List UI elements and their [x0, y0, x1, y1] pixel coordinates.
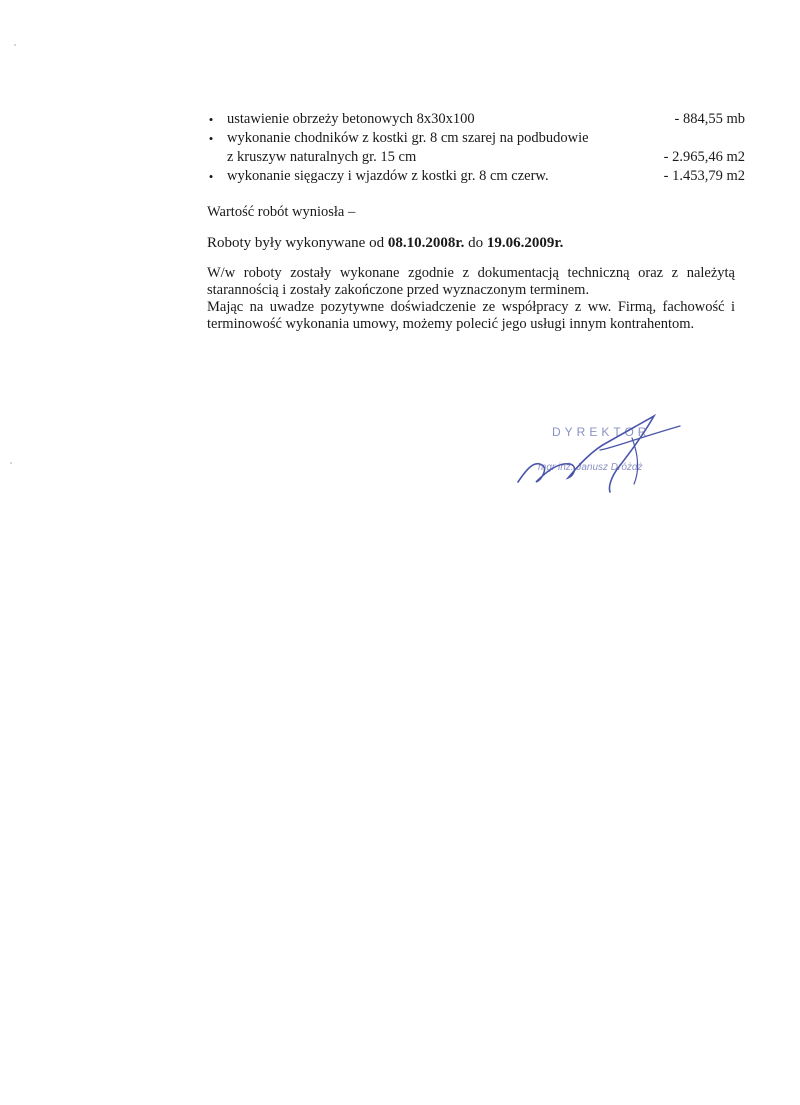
list-item [205, 110, 745, 129]
work-period [207, 235, 563, 252]
work-quantity: - 884,55 mb [674, 111, 745, 127]
director-stamp [512, 410, 692, 500]
bullet-icon: • [208, 169, 214, 184]
work-description: ustawienie obrzeży betonowych 8x30x100 [227, 111, 475, 127]
list-item [205, 167, 745, 186]
period-prefix: Roboty były wykonywane od [207, 235, 388, 251]
works-list [205, 110, 745, 186]
work-quantity: - 2.965,46 m2 [663, 149, 745, 165]
bullet-icon: • [208, 112, 214, 127]
paragraph: W/w roboty zostały wykonane zgodnie z dokumentacją techniczną oraz z należytą starannością i zostały zakończone przed wyznaczonym terminem. [207, 265, 735, 298]
stamp-title: DYREKTOR [552, 425, 651, 439]
bullet-icon: • [208, 131, 214, 146]
paragraph: Mając na uwadze pozytywne doświadczenie ze współpracy z ww. Firmą, fachowość i terminowość wykonania umowy, możemy polecić jego usługi innym kontrahentom. [207, 299, 735, 332]
work-quantity: - 1.453,79 m2 [663, 168, 745, 184]
period-end: 19.06.2009r. [486, 235, 564, 251]
work-description: wykonanie sięgaczy i wjazdów z kostki gr. 8 cm czerw. [227, 168, 549, 184]
scan-speck [10, 462, 12, 464]
work-description: wykonanie chodników z kostki gr. 8 cm szarej na podbudowie [227, 130, 589, 146]
body-text [207, 265, 735, 333]
list-item [205, 129, 745, 167]
value-label: Wartość robót wyniosła – [207, 204, 356, 220]
scan-speck [14, 44, 16, 46]
work-description-cont: z kruszyw naturalnych gr. 15 cm [227, 149, 417, 165]
signature-icon [512, 410, 692, 500]
stamp-name: mgr inż. Janusz Dróżdż [538, 462, 643, 473]
period-middle: do [464, 235, 487, 251]
period-start: 08.10.2008r. [387, 235, 465, 251]
